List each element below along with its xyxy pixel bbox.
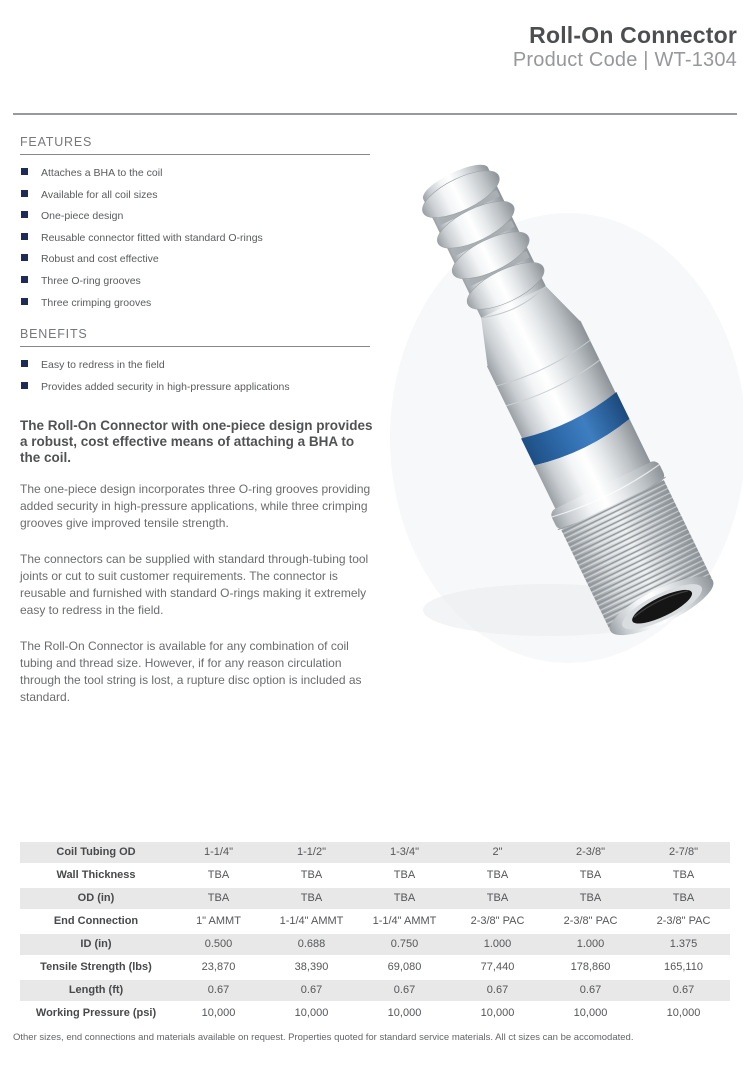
row-value: TBA — [672, 892, 695, 904]
row-value: 38,390 — [294, 961, 329, 973]
bullet-square-icon — [21, 298, 28, 305]
row-value: 1-1/4" — [204, 846, 233, 858]
bullet-square-icon — [21, 211, 28, 218]
row-label: OD (in) — [77, 892, 115, 904]
row-label: Length (ft) — [68, 984, 124, 996]
row-value: 0.67 — [672, 984, 695, 996]
row-value: TBA — [579, 892, 602, 904]
feature-item — [20, 189, 370, 202]
row-value: TBA — [207, 869, 230, 881]
feature-item-label: Reusable connector fitted with standard O-rings — [41, 231, 263, 244]
row-value: 0.750 — [390, 938, 419, 950]
intro-paragraph: The Roll-On Connector with one-piece design provides a robust, cost effective means of attaching a BHA to the coil. — [20, 418, 373, 465]
bullet-square-icon — [21, 276, 28, 283]
features-list — [20, 167, 370, 309]
row-value: TBA — [393, 892, 416, 904]
connector-image — [383, 148, 743, 668]
row-value: 1-1/2" — [297, 846, 326, 858]
row-value: 10,000 — [387, 1007, 422, 1019]
row-value: TBA — [486, 869, 509, 881]
row-value: 23,870 — [201, 961, 236, 973]
benefit-item-label: Easy to redress in the field — [41, 359, 165, 371]
row-value: 10,000 — [573, 1007, 608, 1019]
table-row — [20, 1003, 730, 1026]
row-value: TBA — [486, 892, 509, 904]
row-value: 1-1/4" AMMT — [372, 915, 437, 927]
feature-item — [20, 167, 370, 180]
page-title: Roll-On Connector — [529, 22, 737, 48]
row-value: 0.67 — [300, 984, 323, 996]
row-value: 10,000 — [666, 1007, 701, 1019]
row-value: 0.500 — [204, 938, 233, 950]
row-value: 1.375 — [669, 938, 698, 950]
row-value: 0.688 — [297, 938, 326, 950]
row-value: 10,000 — [201, 1007, 236, 1019]
spec-table — [20, 842, 730, 1026]
row-value: 10,000 — [480, 1007, 515, 1019]
product-code: Product Code | WT-1304 — [512, 49, 737, 72]
table-row — [20, 865, 730, 888]
row-value: TBA — [207, 892, 230, 904]
row-value: 2-3/8" — [576, 846, 605, 858]
row-label: Working Pressure (psi) — [35, 1007, 157, 1019]
header-divider — [13, 113, 737, 115]
row-value: TBA — [579, 869, 602, 881]
row-value: 1-3/4" — [390, 846, 419, 858]
row-value: 2-3/8" PAC — [563, 915, 618, 927]
feature-item-label: Robust and cost effective — [41, 253, 159, 266]
footnote: Other sizes, end connections and materials available on request. Properties quoted for standard service materials. All ct sizes can be accomodated. — [13, 1032, 634, 1043]
row-label: ID (in) — [80, 938, 112, 950]
feature-item-label: Three O-ring grooves — [41, 274, 141, 287]
bullet-square-icon — [21, 360, 28, 367]
body-paragraphs — [20, 481, 374, 725]
row-value: 165,110 — [664, 961, 703, 973]
row-value: TBA — [672, 869, 695, 881]
row-label: Coil Tubing OD — [56, 846, 136, 858]
row-value: 0.67 — [207, 984, 230, 996]
row-label: Wall Thickness — [56, 869, 136, 881]
roll-on-connector-photo — [383, 148, 743, 668]
table-row — [20, 934, 730, 957]
feature-item — [20, 275, 370, 288]
feature-item — [20, 210, 370, 223]
bullet-square-icon — [21, 382, 28, 389]
row-value: TBA — [300, 892, 323, 904]
row-value: 1.000 — [576, 938, 605, 950]
body-paragraph: The one-piece design incorporates three O-ring grooves providing added security in high-pressure applications, while three crimping grooves give improved tensile strength. — [20, 482, 371, 531]
feature-item — [20, 297, 370, 310]
row-value: 1" AMMT — [196, 915, 241, 927]
row-value: 178,860 — [570, 961, 611, 973]
row-value: 2-7/8" — [669, 846, 698, 858]
row-value: 1-1/4" AMMT — [279, 915, 344, 927]
row-value: TBA — [300, 869, 323, 881]
benefit-item-label: Provides added security in high-pressure applications — [41, 380, 290, 393]
benefit-item — [20, 381, 370, 394]
table-row — [20, 980, 730, 1003]
features-heading: FEATURES — [20, 135, 370, 155]
feature-item — [20, 253, 370, 266]
row-value: 1.000 — [483, 938, 512, 950]
benefit-item — [20, 359, 370, 372]
row-value: 0.67 — [486, 984, 509, 996]
table-row — [20, 957, 730, 980]
row-value: 69,080 — [387, 961, 422, 973]
table-row — [20, 842, 730, 865]
row-value: TBA — [393, 869, 416, 881]
features-section — [20, 135, 370, 318]
row-value: 0.67 — [579, 984, 602, 996]
row-value: 0.67 — [393, 984, 416, 996]
row-value: 2-3/8" PAC — [656, 915, 711, 927]
benefits-heading: BENEFITS — [20, 327, 370, 347]
feature-item-label: Attaches a BHA to the coil — [41, 167, 163, 179]
benefits-list — [20, 359, 370, 393]
feature-item — [20, 232, 370, 245]
page-header — [513, 22, 737, 73]
row-value: 77,440 — [480, 961, 515, 973]
table-row — [20, 911, 730, 934]
body-paragraph: The connectors can be supplied with standard through-tubing tool joints or cut to suit customer requirements. The connector is reusable and furnished with standard O-rings making it extremely easy to redress in the field. — [20, 552, 369, 618]
bullet-square-icon — [21, 190, 28, 197]
bullet-square-icon — [21, 168, 28, 175]
feature-item-label: One-piece design — [41, 210, 124, 223]
row-value: 10,000 — [294, 1007, 329, 1019]
row-label: Tensile Strength (lbs) — [40, 961, 152, 973]
row-value: 2-3/8" PAC — [470, 915, 525, 927]
benefits-section — [20, 327, 370, 402]
body-paragraph: The Roll-On Connector is available for any combination of coil tubing and thread size. However, if for any reason circulation through the tool string is lost, a rupture disc option is included as standard. — [20, 639, 362, 705]
feature-item-label: Available for all coil sizes — [41, 188, 158, 201]
table-row — [20, 888, 730, 911]
row-label: End Connection — [53, 915, 139, 927]
row-value: 2" — [492, 846, 503, 858]
bullet-square-icon — [21, 233, 28, 240]
bullet-square-icon — [21, 254, 28, 261]
feature-item-label: Three crimping grooves — [41, 296, 152, 309]
